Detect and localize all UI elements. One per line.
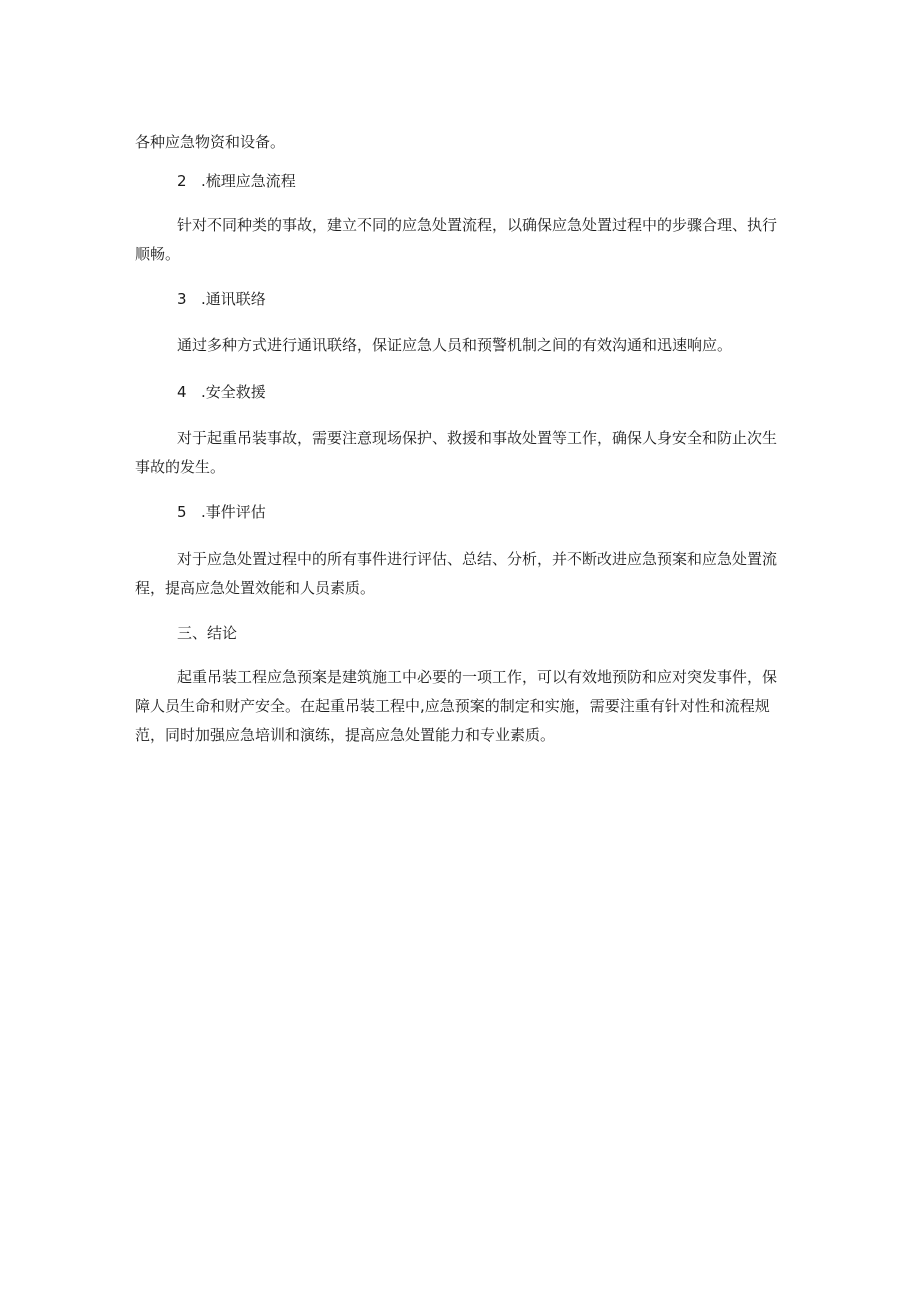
- paragraph-conclusion: 起重吊装工程应急预案是建筑施工中必要的一项工作，可以有效地预防和应对突发事件，保障人员生命和财产安全。在起重吊装工程中,应急预案的制定和实施，需要注重有针对性和流程规范，同时加强应急培训和演练，提高应急处置能力和专业素质。: [135, 668, 778, 744]
- paragraph-continuation: 各种应急物资和设备。: [135, 133, 286, 151]
- paragraph-rescue: 对于起重吊装事故，需要注意现场保护、救援和事故处置等工作，确保人身安全和防止次生事故的发生。: [135, 429, 778, 476]
- section-heading-3: [177, 285, 266, 314]
- section-number: 4: [177, 383, 187, 401]
- section-title: .安全救援: [201, 383, 266, 401]
- section-title: .事件评估: [201, 503, 266, 521]
- section-heading-4: [177, 378, 266, 407]
- section-number: 3: [177, 290, 187, 308]
- section-number: 2: [177, 172, 187, 190]
- paragraph-process: 针对不同种类的事故，建立不同的应急处置流程，以确保应急处置过程中的步骤合理、执行顺畅。: [135, 216, 778, 263]
- paragraph-evaluation: 对于应急处置过程中的所有事件进行评估、总结、分析，并不断改进应急预案和应急处置流程，提高应急处置效能和人员素质。: [135, 550, 778, 597]
- section-title: .通讯联络: [201, 290, 266, 308]
- section-heading-2: [177, 167, 296, 196]
- paragraph-communication: 通过多种方式进行通讯联络，保证应急人员和预警机制之间的有效沟通和迅速响应。: [177, 336, 733, 354]
- section-heading-5: [177, 498, 266, 527]
- section-number: 5: [177, 503, 187, 521]
- conclusion-heading: 三、结论: [177, 624, 238, 642]
- section-title: .梳理应急流程: [201, 172, 296, 190]
